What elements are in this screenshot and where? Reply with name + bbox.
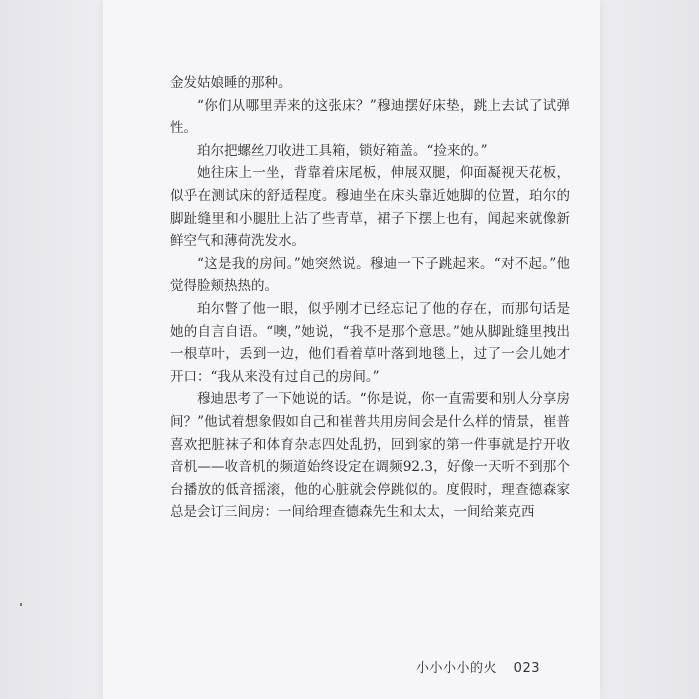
book-page	[103, 0, 600, 699]
paragraph: “你们从哪里弄来的这张床？”穆迪摆好床垫，跳上去试了试弹性。	[170, 97, 570, 137]
paragraph: 她往床上一坐，背靠着床尾板，伸展双腿，仰面凝视天花板，似乎在测试床的舒适程度。穆迪坐在床头靠近她脚的位置，珀尔的脚趾缝里和小腿肚上沾了些青草，裙子下摆上也有，闻起来就像新鲜空气和薄荷洗发水。	[170, 165, 570, 250]
paragraph: 穆迪思考了一下她说的话。“你是说，你一直需要和别人分享房间？”他试着想象假如自己和崔普共用房间会是什么样的情景，崔普喜欢把脏袜子和体育杂志四处乱扔，回到家的第一件事就是拧开收音机——收音机的频道始终设定在调频92.3，好像一天听不到那个台播放的低音摇滚，他的心脏就会停跳似的。度假时，理查德森家总是会订三间房：一间给理查德森先生和太太，一间给莱克西	[170, 391, 570, 521]
paragraph: 珀尔把螺丝刀收进工具箱，锁好箱盖。“捡来的。”	[197, 142, 488, 159]
page-number: 023	[513, 661, 540, 676]
page-footer	[416, 657, 540, 676]
paragraph: “这是我的房间。”她突然说。穆迪一下子跳起来。“对不起。”他觉得脸颊热热的。	[170, 255, 570, 295]
scan-speck	[20, 603, 22, 606]
running-book-title: 小小小小的火	[416, 661, 498, 676]
body-text	[170, 72, 570, 524]
paragraph-continued: 金发姑娘睡的那种。	[170, 75, 292, 91]
paragraph: 珀尔瞥了他一眼，似乎刚才已经忘记了他的存在，而那句话是她的自言自语。“噢，”她说，“我不是那个意思。”她从脚趾缝里拽出一根草叶，丢到一边，他们看着草叶落到地毯上，过了一会儿她才开口：“我从来没有过自己的房间。”	[170, 300, 570, 385]
